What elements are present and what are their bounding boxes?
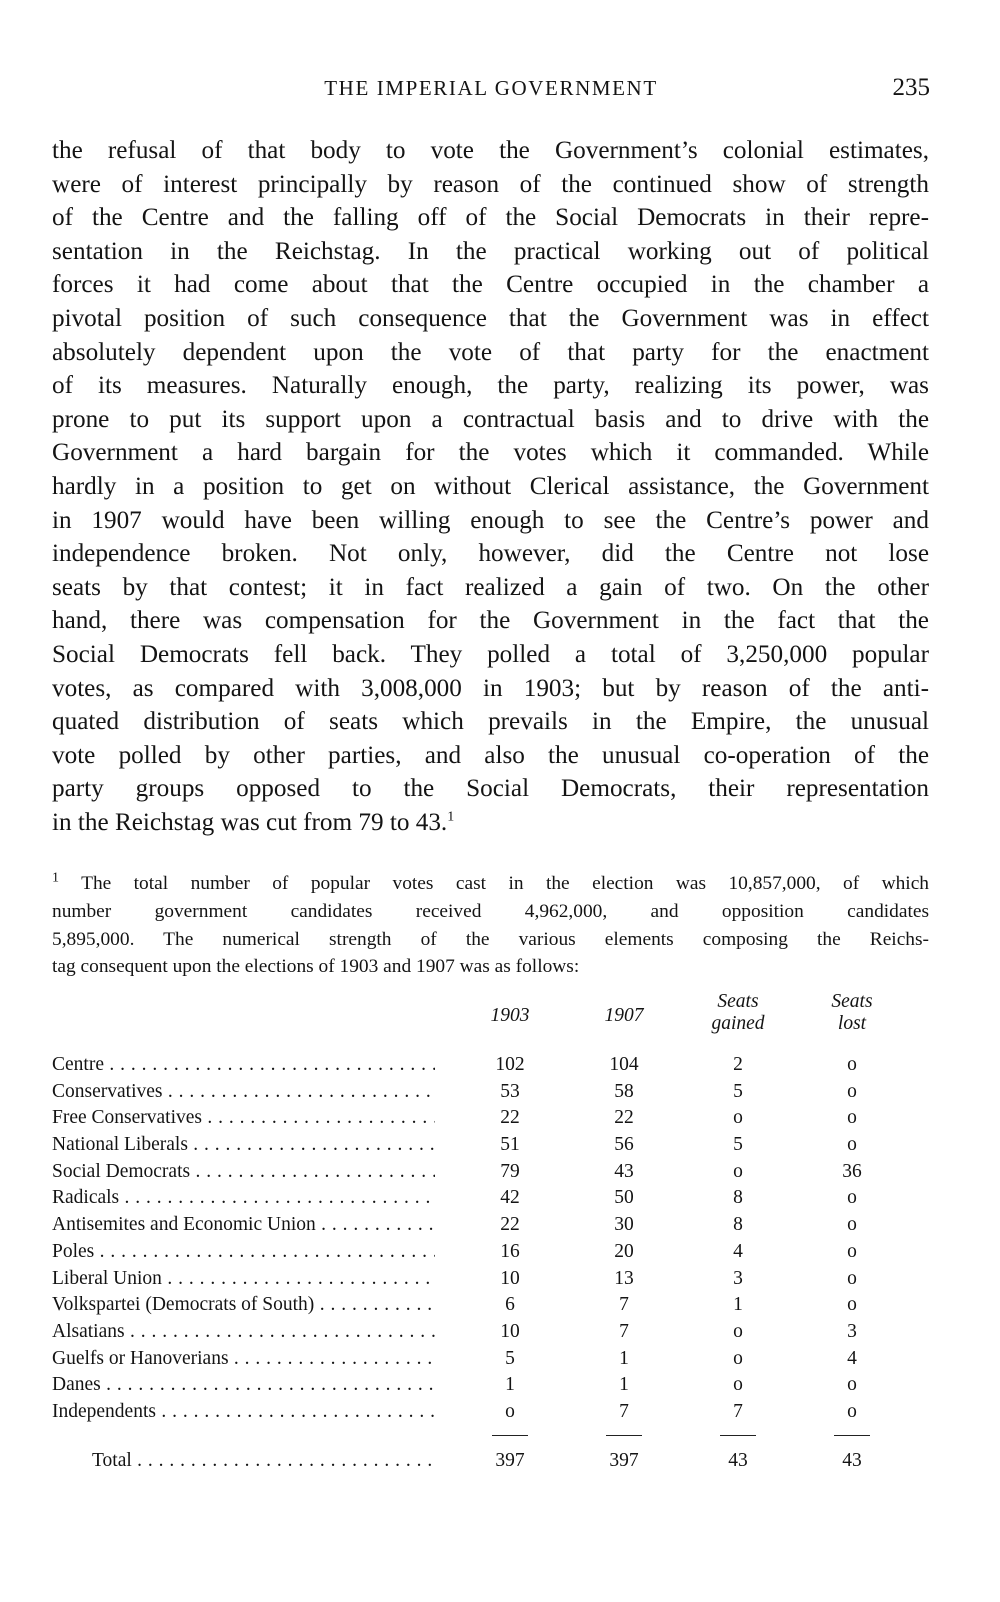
- body-line: pivotal position of such consequence that the Government was in effect: [52, 304, 929, 332]
- table-row: [52, 1211, 929, 1238]
- seats-gained: 5: [733, 1080, 743, 1102]
- seats-gained: o: [733, 1320, 743, 1342]
- seats-gained: 7: [733, 1400, 743, 1422]
- body-line: forces it had come about that the Centre occupied in the chamber a: [52, 271, 929, 299]
- total-row: [52, 1447, 929, 1477]
- footnote-line: number government candidates received 4,962,000, and opposition candidates: [52, 900, 929, 922]
- body-line: were of interest principally by reason of the continued show of strength: [52, 170, 929, 198]
- table-row: [52, 1238, 929, 1265]
- seats-1907: 20: [614, 1240, 634, 1262]
- body-line: hand, there was compensation for the Government in the fact that the: [52, 607, 929, 635]
- body-line: party groups opposed to the Social Democrats, their representation: [52, 775, 929, 803]
- seats-lost: 3: [847, 1320, 857, 1342]
- seats-1903: 22: [500, 1107, 520, 1129]
- body-line: of the Centre and the falling off of the Social Democrats in their repre-: [52, 204, 929, 232]
- seats-1907: 30: [614, 1214, 634, 1236]
- body-line-text: in the Reichstag was cut from 79 to 43.: [52, 808, 448, 836]
- seats-1903: 1: [505, 1374, 515, 1396]
- seats-1907: 56: [614, 1134, 634, 1156]
- table-row: [52, 1265, 929, 1292]
- running-title: THE IMPERIAL GOVERNMENT: [324, 76, 658, 100]
- seats-1903: 5: [505, 1347, 515, 1369]
- body-line: Government a hard bargain for the votes which it commanded. While: [52, 439, 929, 467]
- footnote-reference: 1: [447, 809, 455, 825]
- seats-1907: 22: [614, 1107, 634, 1129]
- header-1903: 1903: [490, 1005, 530, 1026]
- header-seats-gained: [688, 991, 788, 1035]
- header-seats-lost: [802, 991, 902, 1035]
- seats-1903: 79: [500, 1160, 520, 1182]
- seats-1907: 1: [619, 1374, 629, 1396]
- party-name: Alsatians . . .: [52, 1320, 435, 1344]
- rule-gained: [720, 1435, 756, 1436]
- table-row: [52, 1345, 929, 1372]
- seats-1907: 50: [614, 1187, 634, 1209]
- table-header: [52, 985, 929, 1051]
- seats-lost: 4: [847, 1347, 857, 1369]
- seats-1903: 16: [500, 1240, 520, 1262]
- seats-1907: 1: [619, 1347, 629, 1369]
- seats-lost: 36: [842, 1160, 862, 1182]
- party-name: Volkspartei (Democrats of South) . . .: [52, 1293, 435, 1317]
- party-name: Antisemites and Economic Union . . .: [52, 1213, 435, 1237]
- party-name: Liberal Union . . .: [52, 1267, 435, 1291]
- party-name: Poles . . .: [52, 1240, 435, 1264]
- seats-lost: o: [847, 1134, 857, 1156]
- header-seats-gained-bottom: gained: [711, 1013, 765, 1034]
- total-label: Total . . .: [92, 1449, 435, 1473]
- seats-1903: 102: [495, 1054, 525, 1075]
- party-name: Radicals . . .: [52, 1186, 435, 1210]
- body-line: independence broken. Not only, however, did the Centre not lose: [52, 540, 929, 568]
- party-name: Social Democrats . . .: [52, 1160, 435, 1184]
- seats-lost: o: [847, 1080, 857, 1102]
- seats-1903: 10: [500, 1320, 520, 1342]
- seats-1907: 7: [619, 1400, 629, 1422]
- body-line: quated distribution of seats which prevails in the Empire, the unusual: [52, 708, 929, 736]
- body-line: votes, as compared with 3,008,000 in 1903; but by reason of the anti-: [52, 674, 929, 702]
- seats-1903: 51: [500, 1134, 520, 1156]
- seats-gained: 4: [733, 1240, 743, 1262]
- table-row: [52, 1131, 929, 1158]
- body-line: prone to put its support upon a contractual basis and to drive with the: [52, 405, 929, 433]
- body-line: Social Democrats fell back. They polled a total of 3,250,000 popular: [52, 640, 929, 668]
- seats-1903: 53: [500, 1080, 520, 1102]
- rule-1903: [492, 1435, 528, 1436]
- total-lost: 43: [842, 1449, 862, 1471]
- seats-lost: o: [847, 1267, 857, 1289]
- body-line: in 1907 would have been willing enough to see the Centre’s power and: [52, 506, 929, 534]
- header-seats-lost-bottom: lost: [837, 1013, 867, 1034]
- total-rules: [52, 1425, 929, 1447]
- body-line: absolutely dependent upon the vote of that party for the enactment: [52, 338, 929, 366]
- rule-lost: [834, 1435, 870, 1436]
- total-1903: 397: [495, 1449, 525, 1471]
- table-body: [52, 1051, 929, 1425]
- seats-1903: 42: [500, 1187, 520, 1209]
- footnote: [52, 870, 929, 981]
- seats-1903: 6: [505, 1294, 515, 1316]
- seats-1907: 43: [614, 1160, 634, 1182]
- seats-lost: o: [847, 1187, 857, 1209]
- seats-gained: 8: [733, 1214, 743, 1236]
- seats-gained: 1: [733, 1294, 743, 1316]
- party-name: Guelfs or Hanoverians . . .: [52, 1347, 435, 1371]
- seats-gained: 2: [733, 1054, 743, 1075]
- seats-gained: o: [733, 1107, 743, 1129]
- party-name: Independents . . .: [52, 1400, 435, 1424]
- party-name: Free Conservatives . . .: [52, 1106, 435, 1130]
- table-row: [52, 1158, 929, 1185]
- body-line: hardly in a position to get on without Clerical assistance, the Government: [52, 472, 929, 500]
- party-name: National Liberals . . .: [52, 1133, 435, 1157]
- body-paragraph: [52, 134, 929, 839]
- body-line: vote polled by other parties, and also the unusual co-operation of the: [52, 741, 929, 769]
- table-row: [52, 1051, 929, 1078]
- body-line: seats by that contest; it in fact realized a gain of two. On the other: [52, 573, 929, 601]
- seats-1907: 104: [609, 1054, 639, 1075]
- party-name: Conservatives . . .: [52, 1080, 435, 1104]
- party-name: Danes . . .: [52, 1373, 435, 1397]
- footnote-line: tag consequent upon the elections of 1903 and 1907 was as follows:: [52, 956, 580, 978]
- header-seats-gained-top: Seats: [717, 991, 759, 1012]
- footnote-line-text: The total number of popular votes cast in the election was 10,857,000, of which: [81, 873, 929, 894]
- footnote-line: 5,895,000. The numerical strength of the various elements composing the Reichs-: [52, 928, 929, 950]
- page-number: 235: [892, 74, 930, 101]
- seats-1903: 22: [500, 1214, 520, 1236]
- seats-gained: o: [733, 1160, 743, 1182]
- seats-lost: o: [847, 1374, 857, 1396]
- seats-table: [52, 985, 929, 1477]
- body-line: of its measures. Naturally enough, the party, realizing its power, was: [52, 372, 929, 400]
- footnote-marker: 1: [52, 870, 59, 886]
- seats-1907: 58: [614, 1080, 634, 1102]
- seats-gained: 5: [733, 1134, 743, 1156]
- table-row: [52, 1318, 929, 1345]
- table-row: [52, 1078, 929, 1105]
- total-1907: 397: [609, 1449, 639, 1471]
- rule-1907: [606, 1435, 642, 1436]
- seats-gained: o: [733, 1374, 743, 1396]
- seats-gained: o: [733, 1347, 743, 1369]
- header-seats-lost-top: Seats: [831, 991, 873, 1012]
- party-name: Centre . . .: [52, 1053, 435, 1077]
- seats-lost: o: [847, 1054, 857, 1075]
- seats-1903: 10: [500, 1267, 520, 1289]
- seats-1903: o: [505, 1400, 515, 1422]
- seats-lost: o: [847, 1400, 857, 1422]
- table-row: [52, 1371, 929, 1398]
- table-row: [52, 1398, 929, 1425]
- table-row: [52, 1104, 929, 1131]
- seats-lost: o: [847, 1107, 857, 1129]
- body-line: the refusal of that body to vote the Government’s colonial estimates,: [52, 137, 929, 164]
- table-row: [52, 1184, 929, 1211]
- table-row: [52, 1291, 929, 1318]
- running-head: [52, 74, 930, 108]
- body-line-last: [52, 806, 929, 840]
- total-gained: 43: [728, 1449, 748, 1471]
- header-1907: 1907: [604, 1005, 644, 1026]
- seats-1907: 7: [619, 1320, 629, 1342]
- footnote-line: [52, 870, 929, 898]
- seats-gained: 3: [733, 1267, 743, 1289]
- seats-1907: 7: [619, 1294, 629, 1316]
- seats-1907: 13: [614, 1267, 634, 1289]
- seats-lost: o: [847, 1294, 857, 1316]
- seats-lost: o: [847, 1240, 857, 1262]
- seats-lost: o: [847, 1214, 857, 1236]
- body-line: sentation in the Reichstag. In the practical working out of political: [52, 237, 929, 265]
- seats-gained: 8: [733, 1187, 743, 1209]
